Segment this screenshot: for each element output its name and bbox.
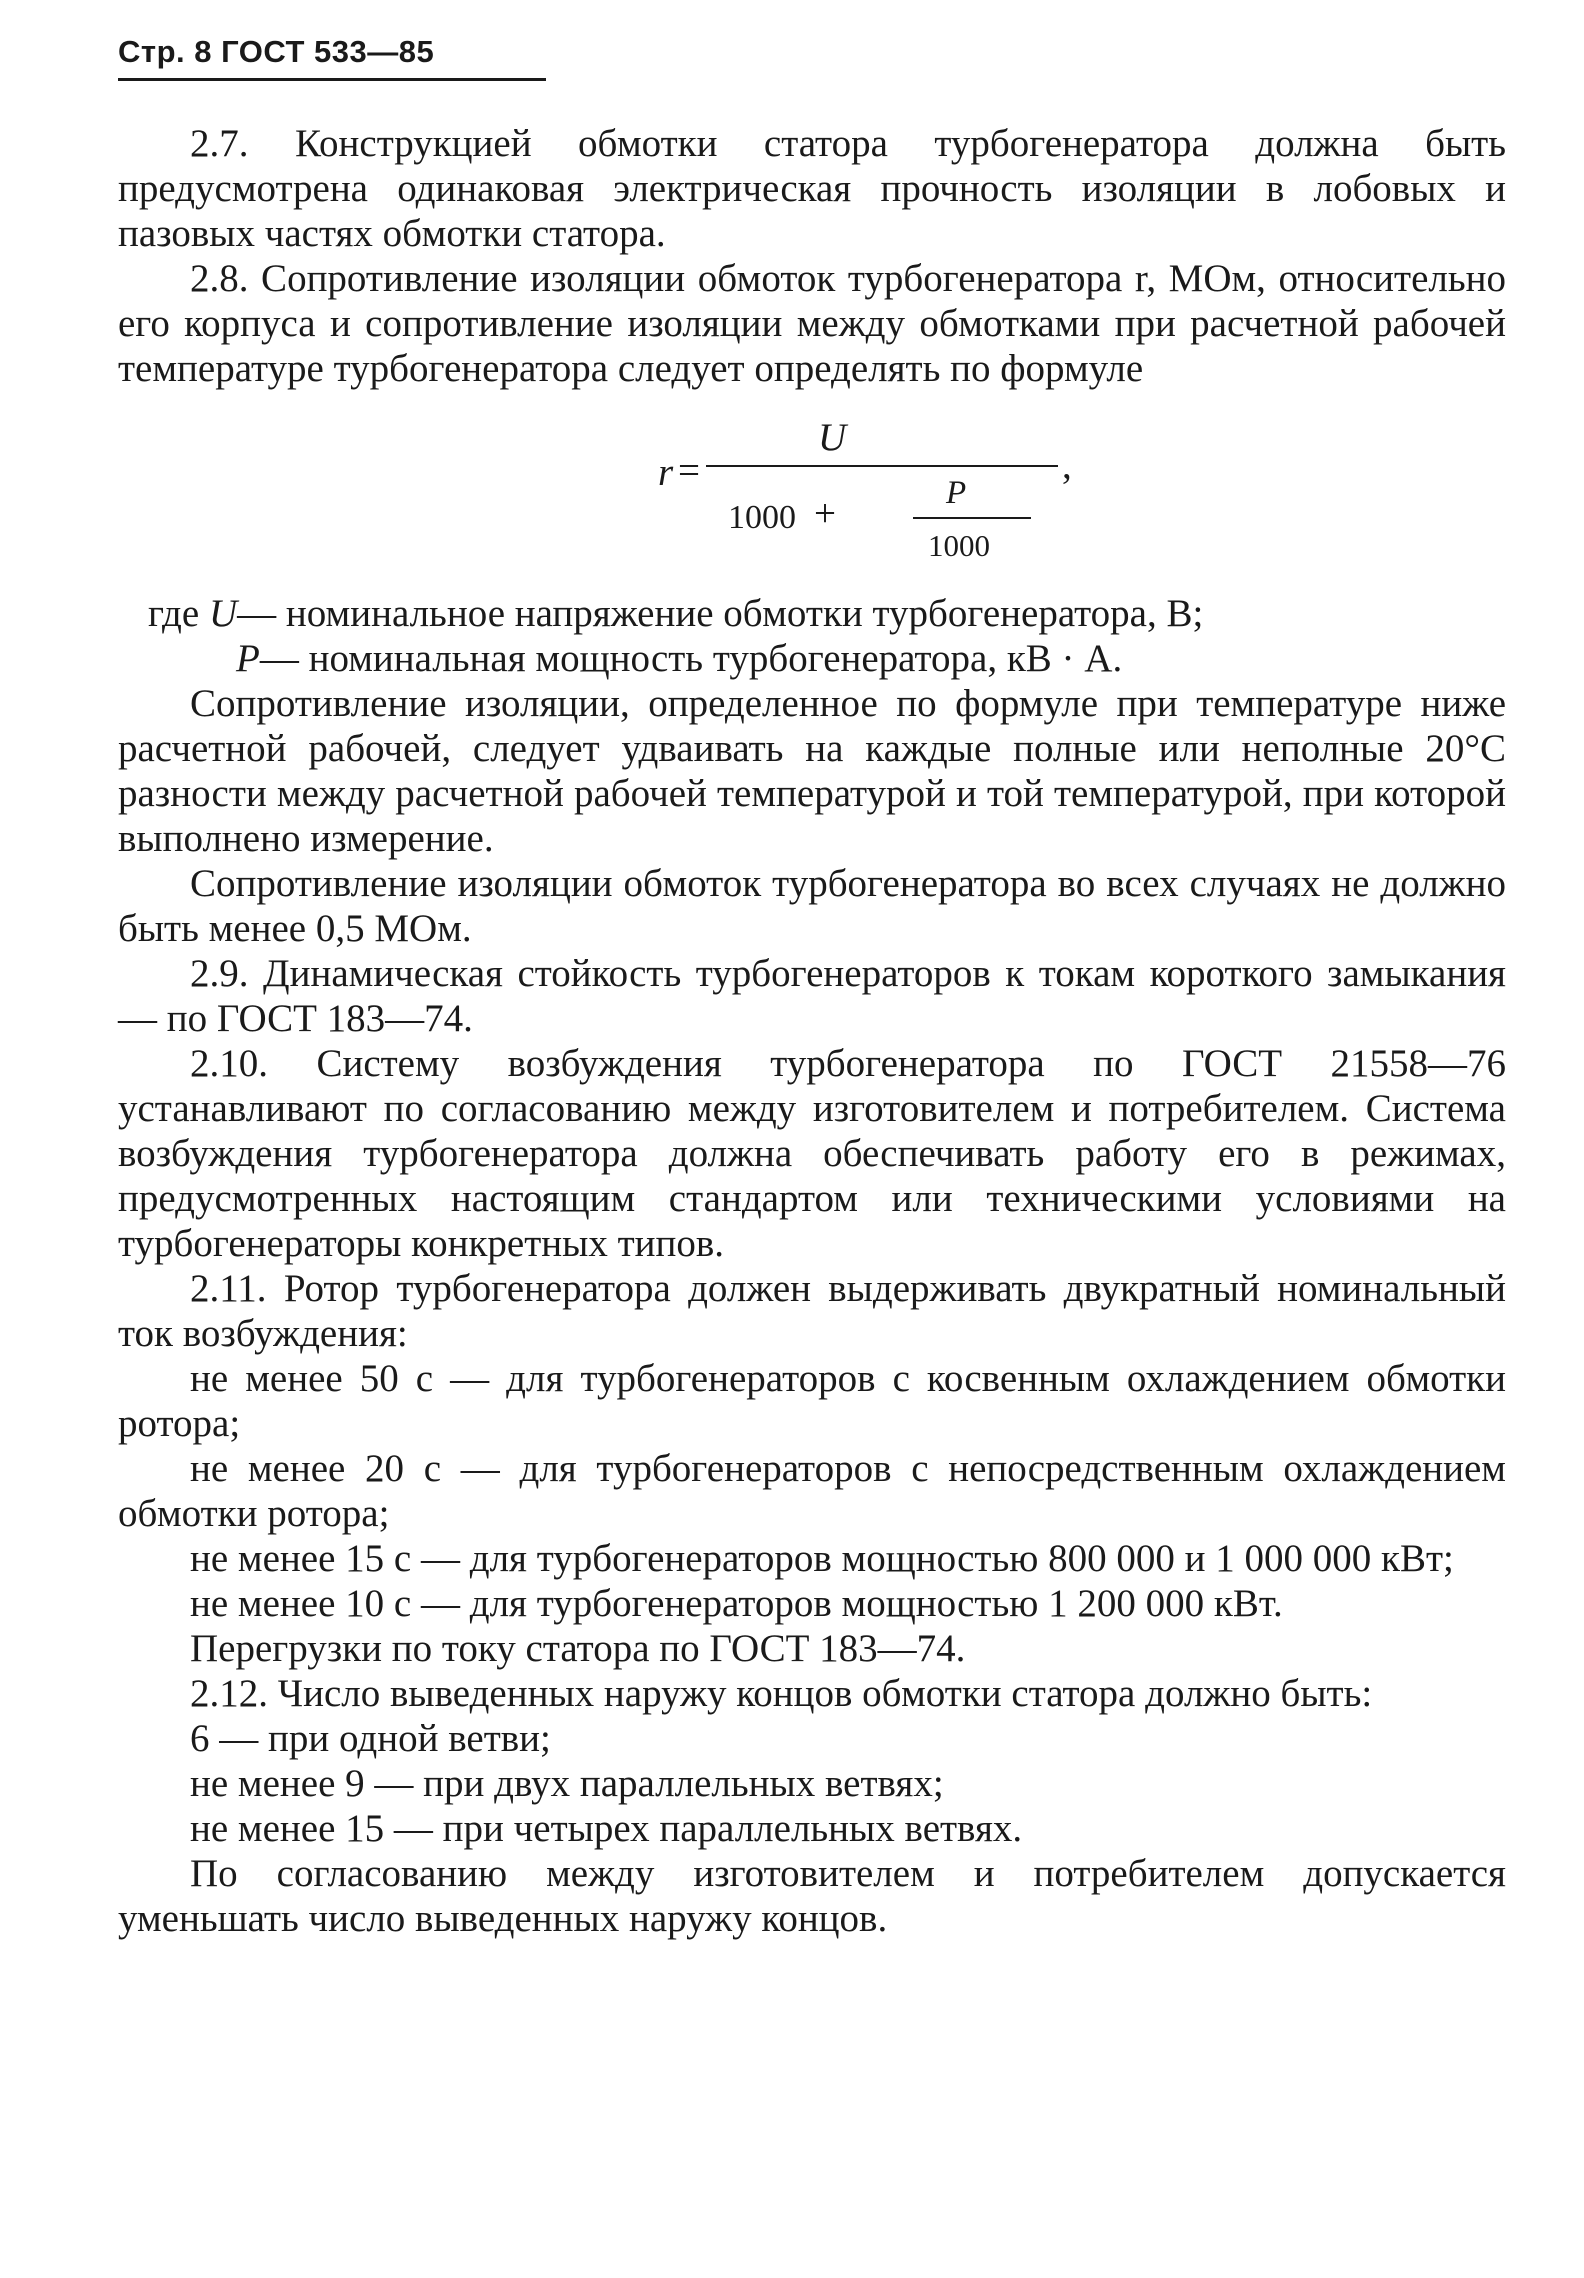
formula-den-const: 1000	[728, 499, 796, 536]
clause-2-12-item-a: 6 — при одной ветви;	[190, 1717, 551, 1760]
legend-line-u	[148, 591, 1203, 636]
paragraph-resistance-minimum: Сопротивление изоляции обмоток турбогенератора во всех случаях не должно быть менее 0,5 МОм.	[118, 862, 1506, 950]
document-page	[118, 30, 1506, 1941]
legend-text-u: — номинальное напряжение обмотки турбогенератора, В;	[237, 592, 1204, 635]
formula-numerator: U	[818, 416, 847, 459]
legend-line-p	[236, 636, 1122, 681]
formula-lhs: r	[658, 451, 674, 494]
formula-fraction-bar	[706, 465, 1058, 467]
clause-2-11-overload: Перегрузки по току статора по ГОСТ 183—74.	[190, 1627, 966, 1670]
legend-symbol-p: P	[236, 637, 260, 680]
formula-equals: =	[678, 449, 700, 492]
clause-2-11-item-b: не менее 20 с — для турбогенераторов с непосредственным охлаждением обмотки ротора;	[118, 1447, 1506, 1535]
header-rule	[118, 78, 546, 81]
formula-inner-denominator: 1000	[928, 528, 990, 563]
clause-2-12-item-b: не менее 9 — при двух параллельных ветвях;	[190, 1762, 944, 1805]
formula	[118, 415, 1506, 573]
clause-2-9: 2.9. Динамическая стойкость турбогенераторов к токам короткого замыкания — по ГОСТ 183—74.	[118, 952, 1506, 1040]
clause-2-11-item-a: не менее 50 с — для турбогенераторов с косвенным охлаждением обмотки ротора;	[118, 1357, 1506, 1445]
formula-inner-fraction-bar	[913, 517, 1031, 519]
clause-2-12: 2.12. Число выведенных наружу концов обмотки статора должно быть:	[190, 1672, 1373, 1715]
legend-text-p: — номинальная мощность турбогенератора, кВ · А.	[259, 637, 1123, 680]
clause-2-11-item-c: не менее 15 с — для турбогенераторов мощностью 800 000 и 1 000 000 кВт;	[190, 1537, 1454, 1580]
clause-2-10: 2.10. Систему возбуждения турбогенератора по ГОСТ 21558—76 устанавливают по согласованию между изготовителем и потребителем. Система возбуждения турбогенератора должна обеспечивать работу его в режимах, предусмотренных настоящим стандартом или техническими условиями на турбогенераторы конкретных типов.	[118, 1042, 1506, 1265]
clause-2-11: 2.11. Ротор турбогенератора должен выдерживать двукратный номинальный ток возбуждения:	[118, 1267, 1506, 1355]
clause-2-11-item-d: не менее 10 с — для турбогенераторов мощностью 1 200 000 кВт.	[190, 1582, 1283, 1625]
formula-inner-numerator: P	[946, 475, 967, 511]
paragraph-resistance-temperature: Сопротивление изоляции, определенное по формуле при температуре ниже расчетной рабочей, следует удваивать на каждые полные или неполные 20°С разности между расчетной рабочей температурой и той температурой, при которой выполнено измерение.	[118, 682, 1506, 860]
legend-prefix: где	[148, 592, 200, 635]
legend-symbol-u: U	[208, 592, 238, 635]
document-body	[118, 121, 1506, 1941]
clause-2-12-item-c: не менее 15 — при четырех параллельных ветвях.	[190, 1807, 1023, 1850]
formula-legend	[118, 591, 1506, 681]
clause-2-12-agreement: По согласованию между изготовителем и потребителем допускается уменьшать число выведенных наружу концов.	[118, 1852, 1506, 1940]
clause-2-7: 2.7. Конструкцией обмотки статора турбогенератора должна быть предусмотрена одинаковая электрическая прочность изоляции в лобовых и пазовых частях обмотки статора.	[118, 122, 1506, 255]
running-header: Стр. 8 ГОСТ 533—85	[118, 34, 435, 69]
clause-2-8: 2.8. Сопротивление изоляции обмоток турбогенератора r, МОм, относительно его корпуса и сопротивление изоляции между обмотками при расчетной рабочей температуре турбогенератора следует определять по формуле	[118, 257, 1506, 390]
formula-plus: +	[814, 492, 836, 535]
formula-comma: ,	[1062, 444, 1072, 487]
